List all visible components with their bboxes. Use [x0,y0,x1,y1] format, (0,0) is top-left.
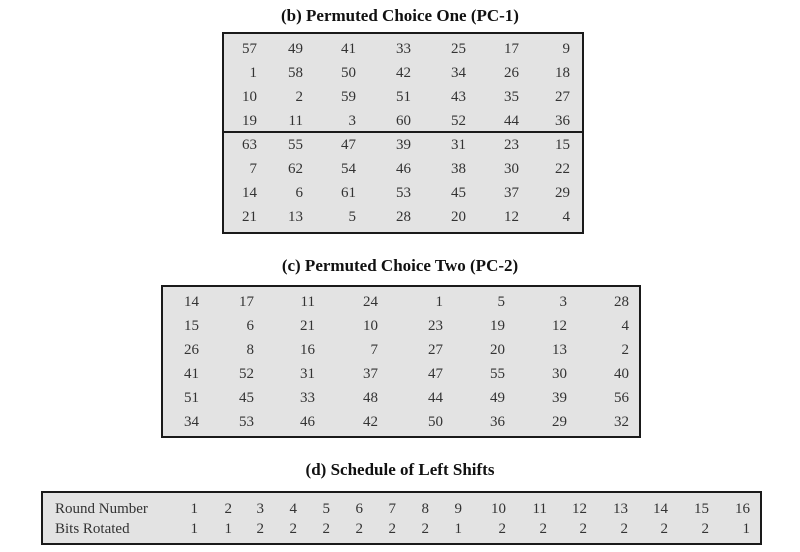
pc1-cell: 18 [555,65,570,81]
pc2-cell: 8 [246,342,254,358]
bits-rotated-cell: 2 [421,521,429,537]
pc2-cell: 45 [239,390,254,406]
pc1-cell: 59 [341,89,356,105]
pc2-title: (c) Permuted Choice Two (PC-2) [281,256,519,275]
pc2-cell: 15 [184,318,199,334]
pc1-cell: 44 [504,113,519,129]
round-number-cell: 14 [653,501,668,517]
pc1-cell: 38 [451,161,466,177]
pc2-cell: 26 [184,342,199,358]
pc2-cell: 36 [490,414,505,430]
pc1-row [224,62,582,84]
bits-rotated-cell: 2 [355,521,363,537]
pc1-cell: 17 [504,41,519,57]
pc2-cell: 55 [490,366,505,382]
pc2-cell: 52 [239,366,254,382]
pc2-cell: 16 [300,342,315,358]
pc1-cell: 10 [242,89,257,105]
pc2-cell: 34 [184,414,199,430]
pc1-cell: 23 [504,137,519,153]
pc2-cell: 27 [428,342,443,358]
pc2-row [163,387,639,409]
pc2-cell: 42 [363,414,378,430]
pc1-cell: 28 [396,209,411,225]
pc1-cell: 21 [242,209,257,225]
pc1-cell: 12 [504,209,519,225]
pc1-cell: 13 [288,209,303,225]
round-number-label: Round Number [55,501,148,517]
pc2-cell: 32 [614,414,629,430]
pc1-cell: 50 [341,65,356,81]
pc1-cell: 15 [555,137,570,153]
round-number-cell: 6 [355,501,363,517]
round-number-cell: 8 [421,501,429,517]
pc1-cell: 57 [242,41,257,57]
pc1-cell: 34 [451,65,466,81]
round-number-cell: 5 [322,501,330,517]
pc1-cell: 22 [555,161,570,177]
pc1-cell: 33 [396,41,411,57]
pc1-cell: 55 [288,137,303,153]
bits-rotated-cell: 2 [388,521,396,537]
bits-rotated-cell: 1 [454,521,462,537]
round-number-cell: 16 [735,501,750,517]
pc2-cell: 48 [363,390,378,406]
pc2-cell: 6 [246,318,254,334]
pc1-cell: 5 [348,209,356,225]
pc1-cell: 2 [295,89,303,105]
pc1-table [222,32,584,234]
bits-rotated-cell: 2 [620,521,628,537]
bits-rotated-cell: 2 [322,521,330,537]
pc1-title: (b) Permuted Choice One (PC-1) [281,6,519,25]
pc1-cell: 43 [451,89,466,105]
pc2-cell: 7 [370,342,378,358]
pc2-cell: 11 [300,294,315,310]
pc1-cell: 19 [242,113,257,129]
pc1-cell: 7 [249,161,257,177]
pc1-cell: 1 [249,65,257,81]
pc1-cell: 20 [451,209,466,225]
pc2-cell: 44 [428,390,443,406]
pc1-cell: 45 [451,185,466,201]
round-number-cell: 2 [224,501,232,517]
pc2-row [163,339,639,361]
pc1-cell: 53 [396,185,411,201]
pc2-cell: 21 [300,318,315,334]
pc1-cell: 63 [242,137,257,153]
pc2-cell: 4 [621,318,629,334]
pc1-row [224,158,582,180]
pc2-cell: 1 [435,294,443,310]
bits-rotated-cell: 2 [660,521,668,537]
pc2-cell: 28 [614,294,629,310]
pc2-cell: 50 [428,414,443,430]
round-number-cell: 7 [388,501,396,517]
pc1-row [224,38,582,60]
round-number-cell: 9 [454,501,462,517]
bits-rotated-cell: 1 [190,521,198,537]
pc2-cell: 41 [184,366,199,382]
pc2-cell: 37 [363,366,378,382]
pc1-cell: 4 [562,209,570,225]
bits-rotated-label: Bits Rotated [55,521,130,537]
bits-rotated-cell: 2 [256,521,264,537]
bits-rotated-cell: 1 [742,521,750,537]
pc1-cell: 29 [555,185,570,201]
round-number-cell: 4 [289,501,297,517]
pc1-cell: 61 [341,185,356,201]
pc2-cell: 13 [552,342,567,358]
pc1-cell: 26 [504,65,519,81]
round-number-cell: 15 [694,501,709,517]
pc2-cell: 2 [621,342,629,358]
pc1-cell: 30 [504,161,519,177]
pc1-cell: 46 [396,161,411,177]
bits-rotated-cell: 2 [289,521,297,537]
bits-rotated-cell: 2 [498,521,506,537]
pc1-cell: 62 [288,161,303,177]
pc2-cell: 24 [363,294,378,310]
pc2-cell: 5 [497,294,505,310]
pc2-cell: 49 [490,390,505,406]
round-number-cell: 11 [532,501,547,517]
pc1-cell: 54 [341,161,356,177]
pc1-cell: 47 [341,137,356,153]
pc2-cell: 56 [614,390,629,406]
pc2-cell: 12 [552,318,567,334]
pc1-cell: 11 [288,113,303,129]
pc1-cell: 37 [504,185,519,201]
pc2-cell: 39 [552,390,567,406]
pc2-cell: 30 [552,366,567,382]
pc1-cell: 49 [288,41,303,57]
pc2-row [163,411,639,433]
pc1-cell: 25 [451,41,466,57]
round-number-cell: 12 [572,501,587,517]
pc1-cell: 42 [396,65,411,81]
pc1-cell: 9 [562,41,570,57]
pc2-cell: 31 [300,366,315,382]
left-shifts-title: (d) Schedule of Left Shifts [305,460,495,479]
round-number-cell: 1 [190,501,198,517]
pc1-row [224,182,582,204]
pc2-cell: 51 [184,390,199,406]
pc1-cell: 39 [396,137,411,153]
pc2-cell: 29 [552,414,567,430]
pc2-cell: 17 [239,294,254,310]
bits-rotated-cell: 2 [579,521,587,537]
pc1-cell: 60 [396,113,411,129]
pc2-row [163,291,639,313]
pc1-cell: 51 [396,89,411,105]
pc1-cell: 6 [295,185,303,201]
pc1-cell: 58 [288,65,303,81]
pc2-cell: 20 [490,342,505,358]
pc1-row [224,110,582,132]
round-number-cell: 13 [613,501,628,517]
pc2-table [161,285,641,438]
bits-rotated-cell: 2 [539,521,547,537]
pc2-cell: 3 [559,294,567,310]
pc2-row [163,363,639,385]
pc1-row [224,134,582,156]
pc2-cell: 23 [428,318,443,334]
pc1-cell: 35 [504,89,519,105]
pc2-cell: 47 [428,366,443,382]
pc1-cell: 14 [242,185,257,201]
pc1-cell: 31 [451,137,466,153]
pc2-cell: 10 [363,318,378,334]
pc2-cell: 14 [184,294,199,310]
left-shifts-table [41,491,762,545]
pc2-cell: 19 [490,318,505,334]
pc1-row [224,86,582,108]
round-number-cell: 3 [256,501,264,517]
pc1-cell: 41 [341,41,356,57]
pc1-cell: 27 [555,89,570,105]
pc1-cell: 3 [348,113,356,129]
pc2-cell: 33 [300,390,315,406]
pc2-cell: 53 [239,414,254,430]
bits-rotated-cell: 2 [701,521,709,537]
bits-rotated-cell: 1 [224,521,232,537]
pc1-cell: 36 [555,113,570,129]
pc2-cell: 40 [614,366,629,382]
pc1-cell: 52 [451,113,466,129]
pc2-row [163,315,639,337]
pc2-cell: 46 [300,414,315,430]
pc1-row [224,206,582,228]
round-number-cell: 10 [491,501,506,517]
